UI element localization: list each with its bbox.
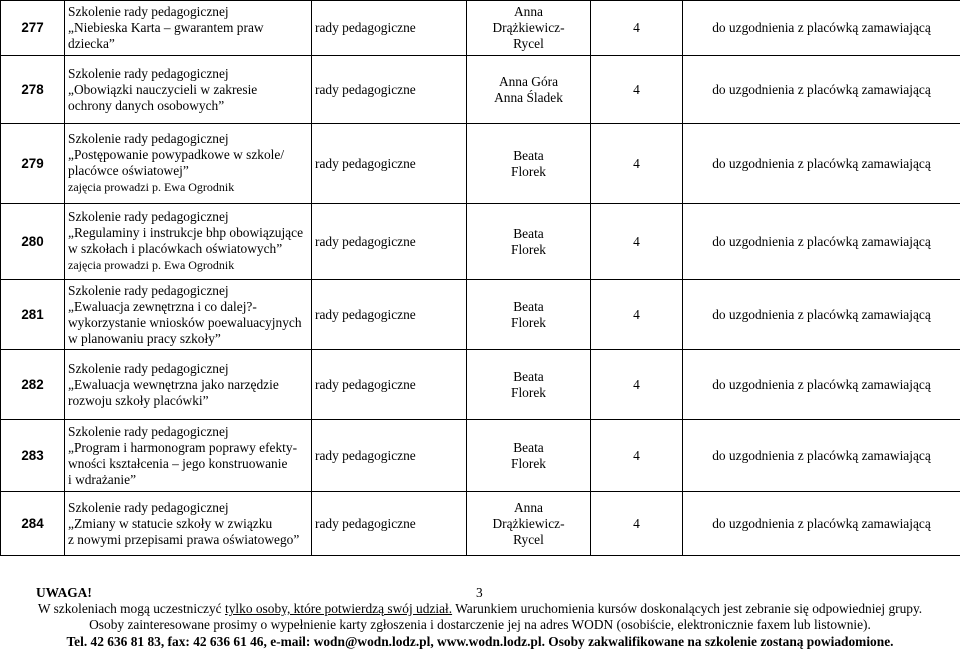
target-group: rady pedagogiczne xyxy=(312,1,467,56)
trainer-name-line: Anna Śladek xyxy=(494,89,563,105)
title-line: dziecka” xyxy=(68,36,115,51)
trainer-name-line: Beata xyxy=(513,368,544,384)
title-line: „Program i harmonogram poprawy efekty- xyxy=(68,439,298,455)
title-line: „Regulaminy i instrukcje bhp obowiązujące xyxy=(68,225,304,240)
training-title xyxy=(65,204,312,280)
title-line: „Obowiązki nauczycieli w zakresie xyxy=(68,81,258,97)
title-line: z nowymi przepisami prawa oświatowego” xyxy=(68,531,300,547)
schedule-term: do uzgodnienia z placówką zamawiającą xyxy=(683,420,960,492)
hours-count: 4 xyxy=(591,204,683,280)
title-line: „Postępowanie powypadkowe w szkole/ xyxy=(68,147,285,162)
trainer-name-line: Anna xyxy=(513,4,543,19)
row-number: 282 xyxy=(1,350,65,420)
target-group: rady pedagogiczne xyxy=(312,420,467,492)
title-line: Szkolenie rady pedagogicznej xyxy=(68,423,229,439)
row-number: 280 xyxy=(1,204,65,280)
training-title xyxy=(65,280,312,350)
title-line: Szkolenie rady pedagogicznej xyxy=(68,209,229,224)
title-line: i wdrażanie” xyxy=(68,471,137,487)
title-line: Szkolenie rady pedagogicznej xyxy=(68,65,229,81)
trainer-name-line: Anna Góra xyxy=(498,73,559,89)
table-row xyxy=(1,280,960,350)
target-group: rady pedagogiczne xyxy=(312,124,467,204)
title-line: „Ewaluacja wewnętrzna jako narzędzie xyxy=(68,376,279,392)
participation-note xyxy=(0,601,960,617)
hours-count: 4 xyxy=(591,124,683,204)
training-title xyxy=(65,492,312,556)
table-row xyxy=(1,56,960,124)
title-line: „Ewaluacja zewnętrzna i co dalej?- xyxy=(68,298,257,314)
application-note: Osoby zainteresowane prosimy o wypełnienie karty zgłoszenia i dostarczenie jej na adres WODN (osobiście, elektronicznie faxem lub listownie). xyxy=(89,617,871,632)
instructor-note: zajęcia prowadzi p. Ewa Ogrodnik xyxy=(68,258,235,272)
participation-note-underlined: tylko osoby, które potwierdzą swój udział. xyxy=(224,601,453,616)
trainer-name-line: Drążkiewicz- xyxy=(492,515,565,531)
row-number: 283 xyxy=(1,420,65,492)
title-line: „Zmiany w statucie szkoły w związku xyxy=(68,515,273,531)
schedule-term: do uzgodnienia z placówką zamawiającą xyxy=(683,280,960,350)
trainer-name-line: Rycel xyxy=(513,531,544,547)
target-group: rady pedagogiczne xyxy=(312,492,467,556)
trainer-name-line: Beata xyxy=(513,225,544,241)
title-line: Szkolenie rady pedagogicznej xyxy=(68,131,229,146)
title-line: Szkolenie rady pedagogicznej xyxy=(68,499,229,515)
table-row xyxy=(1,204,960,280)
instructor-note: zajęcia prowadzi p. Ewa Ogrodnik xyxy=(68,180,235,194)
schedule-term: do uzgodnienia z placówką zamawiającą xyxy=(683,124,960,204)
table-row xyxy=(1,492,960,556)
hours-count: 4 xyxy=(591,420,683,492)
trainer-name-line: Florek xyxy=(511,455,546,471)
schedule-term: do uzgodnienia z placówką zamawiającą xyxy=(683,204,960,280)
trainer-name-line: Florek xyxy=(511,314,546,330)
title-line: rozwoju szkoły placówki” xyxy=(68,392,209,408)
hours-count: 4 xyxy=(591,280,683,350)
row-number: 277 xyxy=(1,1,65,56)
schedule-term: do uzgodnienia z placówką zamawiającą xyxy=(683,350,960,420)
title-line: Szkolenie rady pedagogicznej xyxy=(68,360,229,376)
participation-note-end: Warunkiem uruchomienia kursów doskonalących jest zebranie się odpowiedniej grupy. xyxy=(452,601,923,616)
trainer-names xyxy=(467,420,591,492)
hours-count: 4 xyxy=(591,56,683,124)
target-group: rady pedagogiczne xyxy=(312,56,467,124)
training-title xyxy=(65,420,312,492)
title-line: Szkolenie rady pedagogicznej xyxy=(68,282,229,298)
trainer-names xyxy=(467,280,591,350)
title-line: placówce oświatowej” xyxy=(68,163,189,178)
row-number: 281 xyxy=(1,280,65,350)
title-line: w szkołach i placówkach oświatowych” xyxy=(68,241,283,256)
row-number: 284 xyxy=(1,492,65,556)
trainer-name-line: Drążkiewicz- xyxy=(492,20,565,35)
trainer-name-line: Beata xyxy=(513,147,544,163)
title-line: wykorzystanie wniosków poewaluacyjnych xyxy=(68,314,302,330)
trainer-names xyxy=(467,124,591,204)
trainer-name-line: Florek xyxy=(511,241,546,257)
trainer-name-line: Florek xyxy=(511,163,546,179)
trainer-names xyxy=(467,56,591,124)
row-number: 279 xyxy=(1,124,65,204)
contact-line: Tel. 42 636 81 83, fax: 42 636 61 46, e-mail: wodn@wodn.lodz.pl, www.wodn.lodz.pl. Osoby zakwalifikowane na szkolenie zostaną powiadomione. xyxy=(66,634,894,649)
trainer-names xyxy=(467,1,591,56)
training-title xyxy=(65,1,312,56)
row-number: 278 xyxy=(1,56,65,124)
warning-label: UWAGA! xyxy=(36,585,92,600)
trainer-names xyxy=(467,204,591,280)
table-row xyxy=(1,350,960,420)
training-title xyxy=(65,56,312,124)
hours-count: 4 xyxy=(591,492,683,556)
table-row xyxy=(1,420,960,492)
training-table-body xyxy=(1,1,960,556)
schedule-term: do uzgodnienia z placówką zamawiającą xyxy=(683,492,960,556)
title-line: w planowaniu pracy szkoły” xyxy=(68,330,221,346)
target-group: rady pedagogiczne xyxy=(312,280,467,350)
footer xyxy=(0,585,960,650)
title-line: Szkolenie rady pedagogicznej xyxy=(68,4,229,19)
trainer-name-line: Beata xyxy=(513,439,544,455)
schedule-term: do uzgodnienia z placówką zamawiającą xyxy=(683,56,960,124)
trainer-name-line: Beata xyxy=(513,298,544,314)
training-title xyxy=(65,124,312,204)
training-title xyxy=(65,350,312,420)
participation-note-start: W szkoleniach mogą uczestniczyć xyxy=(37,601,225,616)
trainer-name-line: Florek xyxy=(511,384,546,400)
title-line: ochrony danych osobowych” xyxy=(68,97,225,113)
trainer-names xyxy=(467,350,591,420)
page-number: 3 xyxy=(476,585,483,600)
target-group: rady pedagogiczne xyxy=(312,204,467,280)
trainer-names xyxy=(467,492,591,556)
schedule-term: do uzgodnienia z placówką zamawiającą xyxy=(683,1,960,56)
hours-count: 4 xyxy=(591,1,683,56)
target-group: rady pedagogiczne xyxy=(312,350,467,420)
trainer-name-line: Rycel xyxy=(513,36,544,51)
title-line: wności kształcenia – jego konstruowanie xyxy=(68,455,288,471)
title-line: „Niebieska Karta – gwarantem praw xyxy=(68,20,264,35)
table-row xyxy=(1,1,960,56)
trainer-name-line: Anna xyxy=(513,499,543,515)
hours-count: 4 xyxy=(591,350,683,420)
table-row xyxy=(1,124,960,204)
